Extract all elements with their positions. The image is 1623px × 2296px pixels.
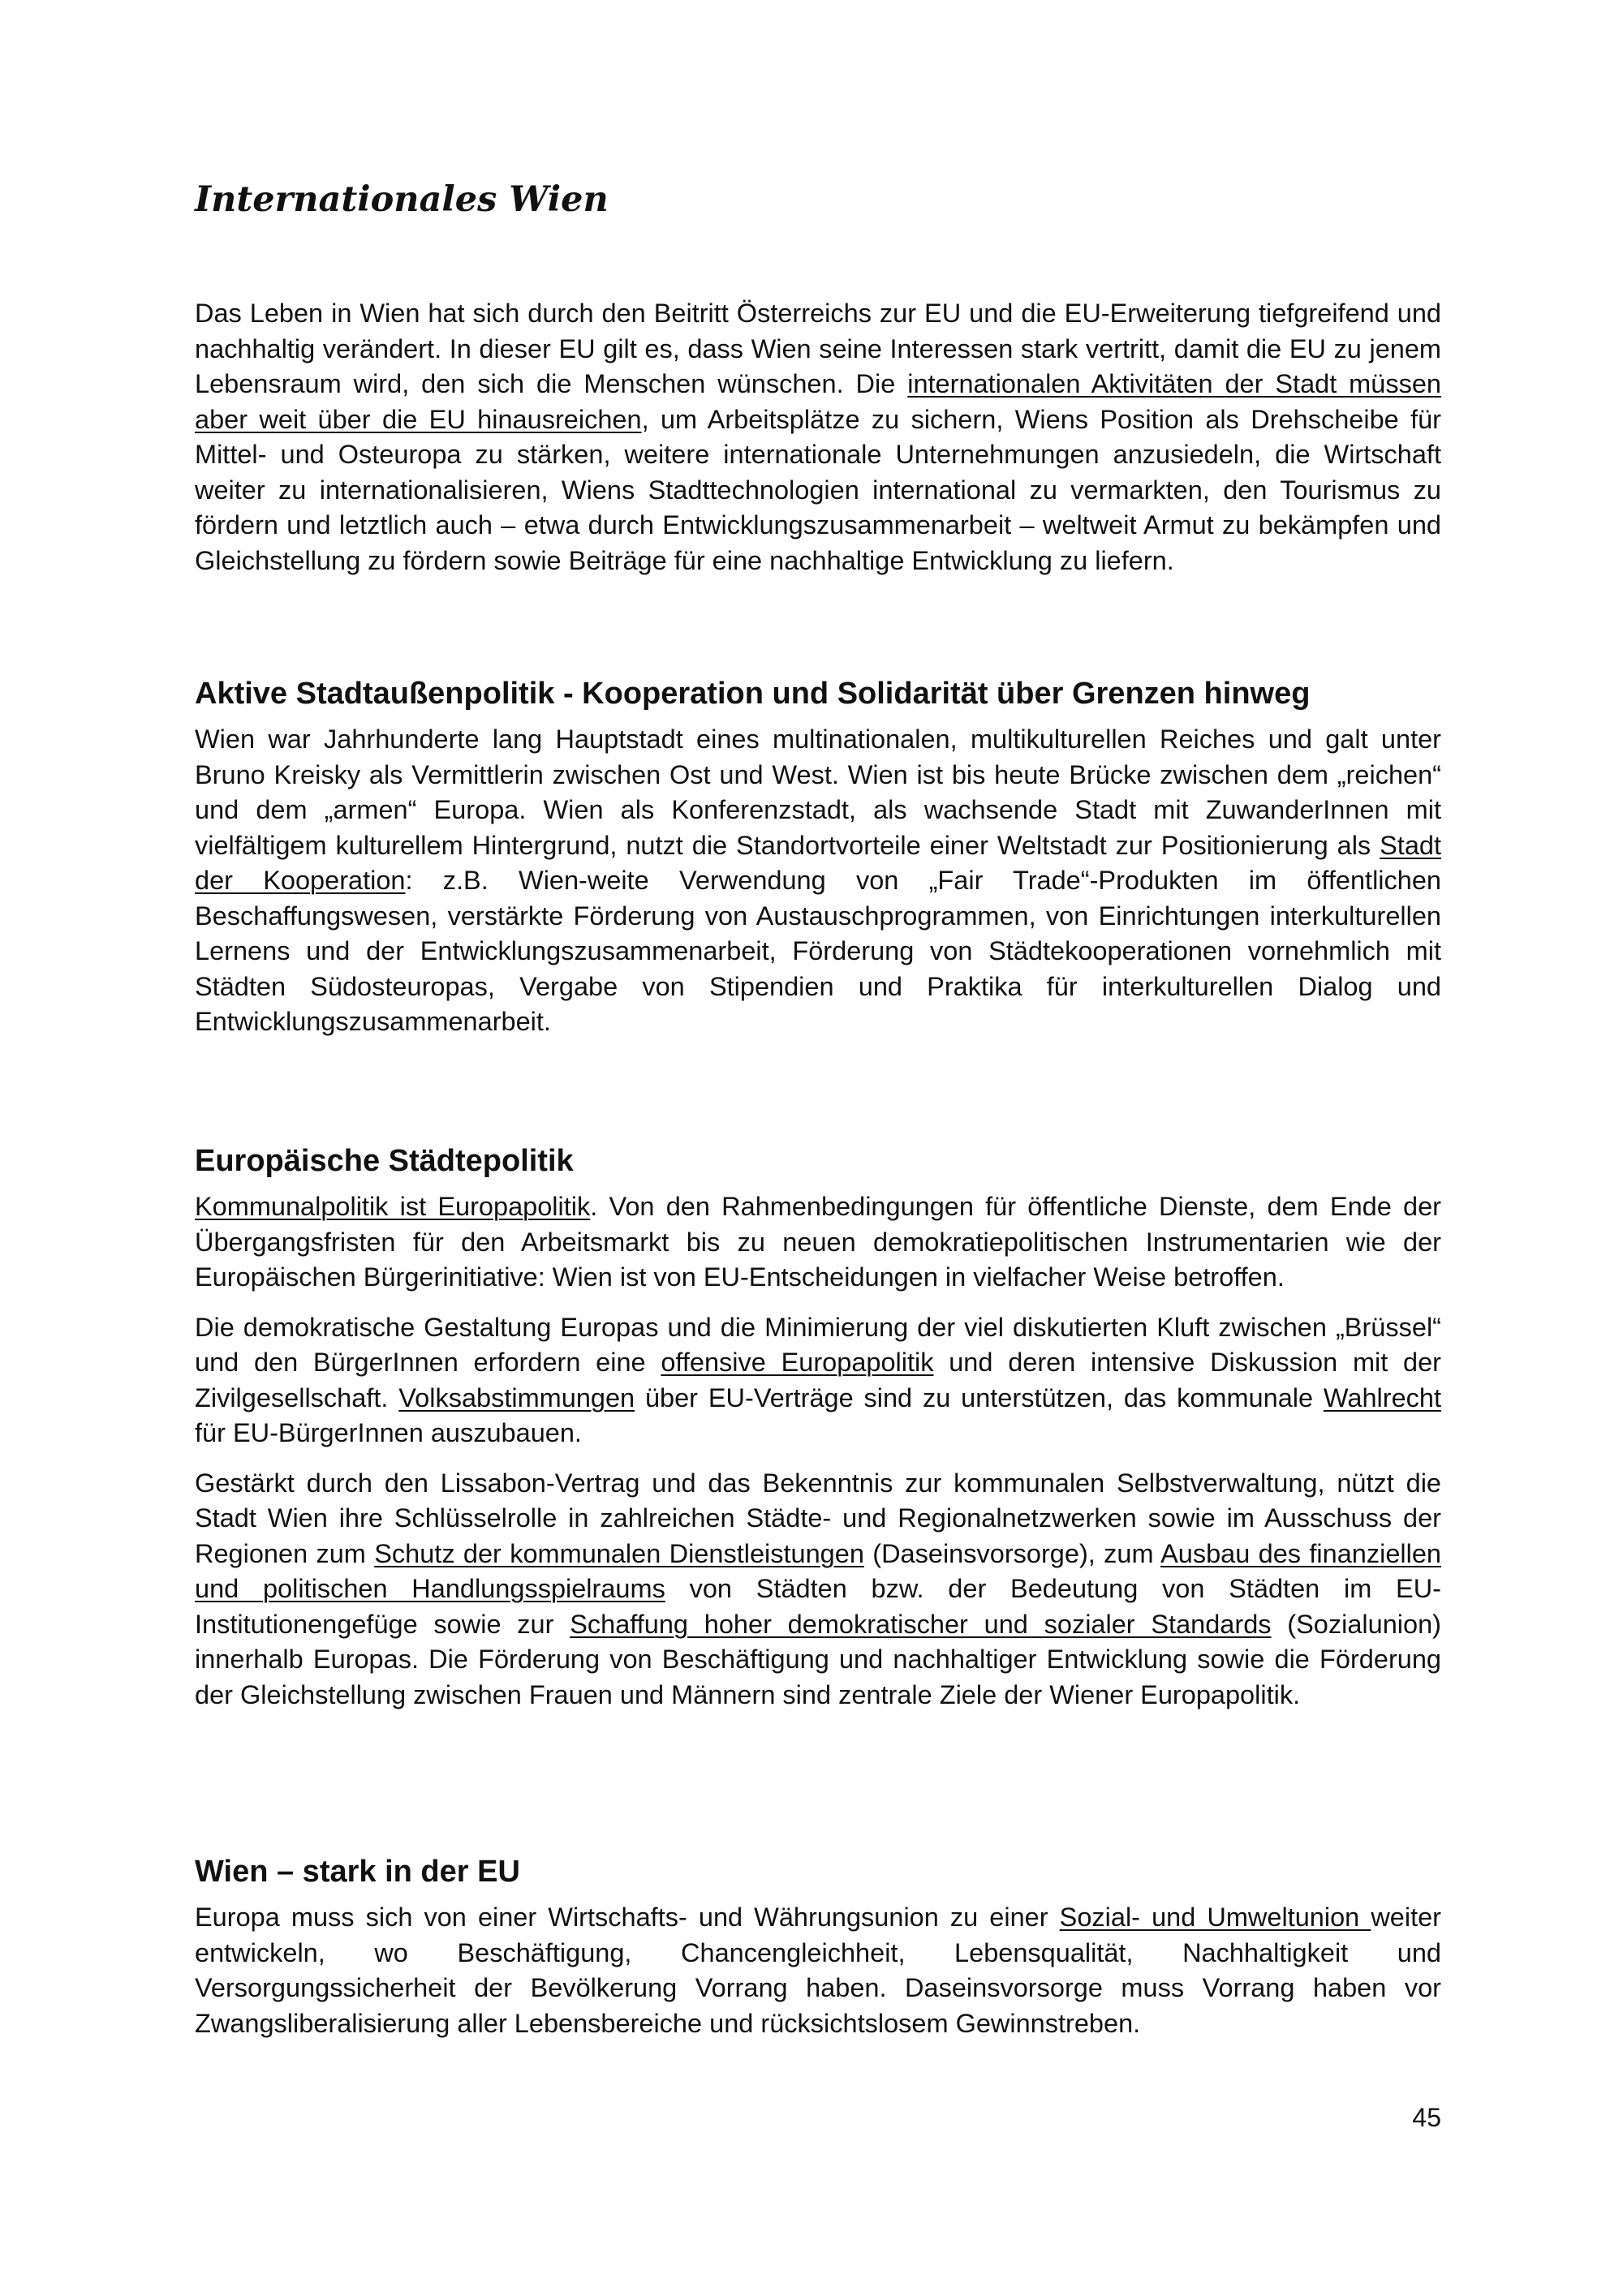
text-run: Wien war Jahrhunderte lang Hauptstadt eines multinationalen, multikulturellen Reiches und galt unter Bruno Kreisky als Vermittlerin zwischen Ost und West. Wien ist bis heute Brücke zwischen dem „reichen“ und dem „armen“ Europa. Wien als Konferenzstadt, als wachsende Stadt mit ZuwanderInnen mit vielfältigem kulturellem Hintergrund, nutzt die Standortvorteile einer Weltstadt zur Positionierung als — [195, 724, 1441, 860]
text-run: Die demokratische Gestaltung Europas und die Minimierung der viel diskutierten Kluft zwischen „Brüssel“ und den BürgerInnen erfordern eine — [195, 1312, 1441, 1377]
section-wien-stark-in-der-eu — [195, 1851, 1441, 2041]
underlined-text: internationalen Aktivitäten der Stadt müssen aber weit über die EU hinausreichen — [195, 369, 1441, 434]
underlined-text: Schutz der kommunalen Dienstleistungen — [374, 1538, 864, 1568]
underlined-text: Wahlrecht — [1323, 1382, 1442, 1412]
intro-paragraph — [195, 296, 1441, 578]
page-title: Internationales Wien — [195, 179, 609, 220]
text-run: weiter entwickeln, wo Beschäftigung, Chancengleichheit, Lebensqualität, Nachhaltigkeit und Versorgungssicherheit der Bevölkerung Vorrang haben. Daseinsvorsorge muss Vorrang haben vor Zwangsliberalisierung aller Lebensbereiche und rücksichtslosem Gewinnstreben. — [195, 1903, 1442, 2038]
section-stadtaussenpolitik — [195, 673, 1441, 1040]
intro-section — [195, 296, 1441, 578]
section-paragraph — [195, 1189, 1441, 1296]
underlined-text: Ausbau des finanziellen und politischen Handlungsspielraums — [195, 1538, 1441, 1603]
underlined-text: Sozial- und Umweltunion — [1059, 1903, 1371, 1932]
underlined-text: offensive Europapolitik — [661, 1348, 934, 1377]
section-heading: Europäische Städtepolitik — [195, 1144, 574, 1178]
text-run: . Von den Rahmenbedingungen für öffentliche Dienste, dem Ende der Übergangsfristen für den Arbeitsmarkt bis zu neuen demokratiepolitischen Instrumentarien wie der Europäischen Bürgerinitiative: Wien ist von EU-Entscheidungen in vielfacher Weise betroffen. — [195, 1192, 1441, 1292]
text-run: (Daseinsvorsorge), zum — [863, 1538, 1161, 1568]
underlined-text: Kommunalpolitik ist Europapolitik — [195, 1192, 591, 1221]
text-run: , um Arbeitsplätze zu sichern, Wiens Position als Drehscheibe für Mittel- und Osteuropa zu stärken, weitere internationale Unternehmungen anzusiedeln, die Wirtschaft weiter zu internationalisieren, Wiens Stadttechnologien international zu vermarkten, den Tourismus zu fördern und letztlich auch – etwa durch Entwicklungszusammenarbeit – weltweit Armut zu bekämpfen und Gleichstellung zu fördern sowie Beiträge für eine nachhaltige Entwicklung zu liefern. — [195, 404, 1441, 575]
text-run: von Städten bzw. der Bedeutung von Städten im EU-Institutionengefüge sowie zur — [195, 1574, 1441, 1639]
section-heading: Aktive Stadtaußenpolitik - Kooperation und Solidarität über Grenzen hinweg — [195, 677, 1311, 711]
section-paragraph — [195, 722, 1441, 1040]
text-run: (Sozialunion) innerhalb Europas. Die Förderung von Beschäftigung und nachhaltiger Entwicklung sowie die Förderung der Gleichstellung zwischen Frauen und Männern sind zentrale Ziele der Wiener Europapolitik. — [195, 1609, 1441, 1709]
underlined-text: Schaffung hoher demokratischer und sozialer Standards — [570, 1609, 1272, 1639]
section-heading: Wien – stark in der EU — [195, 1855, 520, 1889]
section-europaeische-staedtepolitik — [195, 1141, 1441, 1713]
section-paragraph — [195, 1900, 1441, 2041]
text-run: und deren intensive Diskussion mit der Zivilgesellschaft. — [195, 1348, 1441, 1412]
text-run: über EU-Verträge sind zu unterstützen, das kommunale — [635, 1382, 1324, 1412]
underlined-text: Stadt der Kooperation — [195, 830, 1441, 895]
document-page — [195, 0, 1441, 2296]
text-run: für EU-BürgerInnen auszubauen. — [195, 1418, 582, 1447]
text-run: Das Leben in Wien hat sich durch den Beitritt Österreichs zur EU und die EU-Erweiterung tiefgreifend und nachhaltig verändert. In dieser EU gilt es, dass Wien seine Interessen stark vertritt, damit die EU zu jenem Lebensraum wird, den sich die Menschen wünschen. Die — [195, 299, 1441, 398]
section-paragraph — [195, 1310, 1441, 1451]
text-run: Europa muss sich von einer Wirtschafts- und Währungsunion zu einer — [195, 1903, 1060, 1932]
page-number: 45 — [1412, 2103, 1441, 2132]
section-paragraph — [195, 1466, 1441, 1713]
text-run: Gestärkt durch den Lissabon-Vertrag und das Bekenntnis zur kommunalen Selbstverwaltung, nützt die Stadt Wien ihre Schlüsselrolle in zahlreichen Städte- und Regionalnetzwerken sowie im Ausschuss der Regionen zum — [195, 1468, 1441, 1568]
text-run: : z.B. Wien-weite Verwendung von „Fair Trade“-Produkten im öffentlichen Beschaffungswesen, verstärkte Förderung von Austauschprogrammen, von Einrichtungen interkulturellen Lernens und der Entwicklungszusammenarbeit, Förderung von Städtekooperationen vornehmlich mit Städten Südosteuropas, Vergabe von Stipendien und Praktika für interkulturellen Dialog und Entwicklungszusammenarbeit. — [195, 866, 1441, 1036]
underlined-text: Volksabstimmungen — [398, 1382, 635, 1412]
